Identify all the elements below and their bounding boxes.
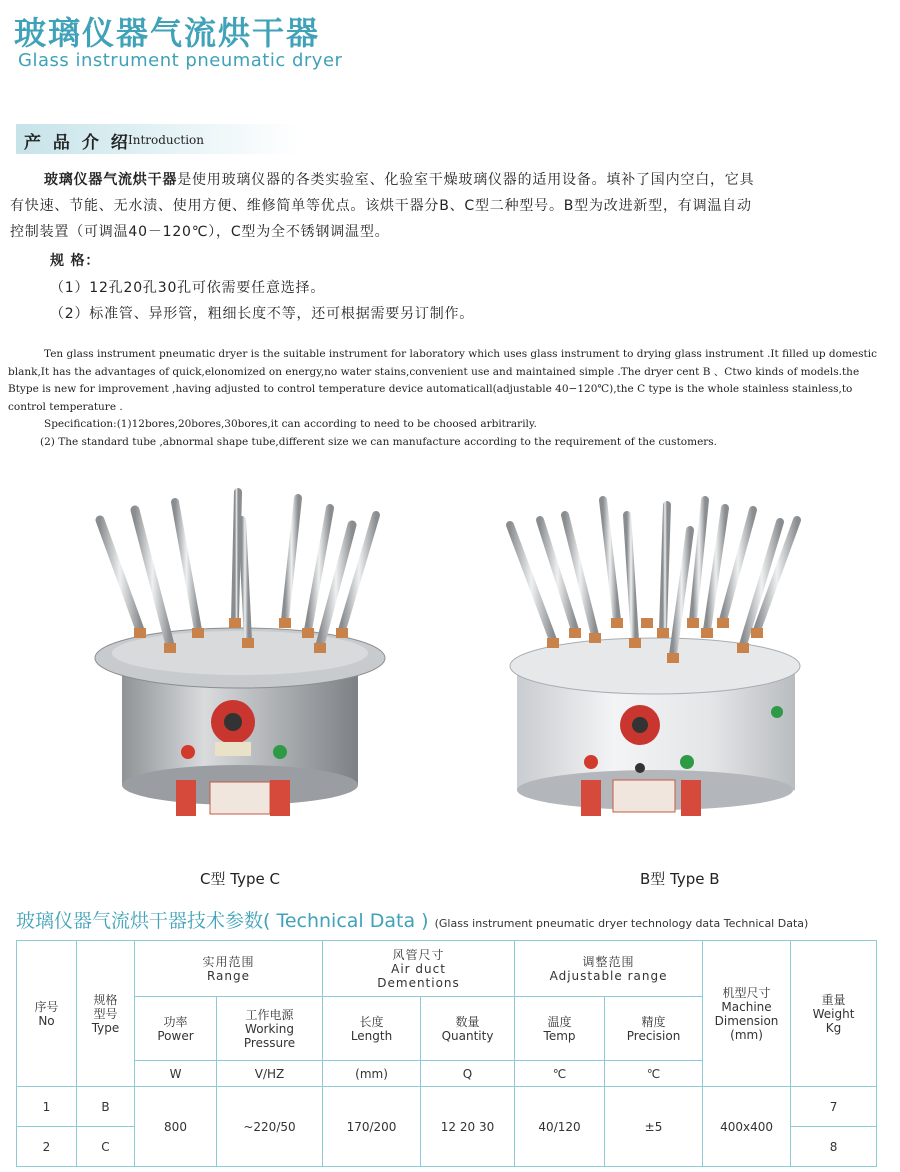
caption-type-b: B型 Type B [640,870,720,888]
unit-quantity: Q [421,1061,515,1087]
page-title: 玻璃仪器气流烘干器 [14,14,321,52]
header-dimension [703,941,791,1087]
row1-no: 1 [17,1087,77,1127]
intro-heading-cn: 产 品 介 绍 [24,133,131,153]
header-power [135,997,217,1061]
header-working-pressure [217,997,323,1061]
row1-type: B [77,1087,135,1127]
header-len-en: Length [350,1028,393,1043]
header-type-en: Type [91,1020,120,1035]
header-length [323,997,421,1061]
value-length: 170/200 [323,1087,421,1167]
header-wp-en2: Pressure [243,1035,296,1050]
header-range [135,941,323,997]
product-image-type-c [80,480,400,840]
header-qty-cn: 数量 [455,1014,480,1029]
header-dim-en2: Dimension [714,1013,779,1028]
tech-data-title-main: 玻璃仪器气流烘干器技术参数( Technical Data ) [16,910,429,932]
intro-lead-rest: 是使用玻璃仪器的各类实验室、化验室干燥玻璃仪器的适用设备。填补了国内空白，它具 [177,172,755,188]
english-paragraph-3: (2) The standard tube ,abnormal shape tube,different size we can manufacture according to the requirement of the customers. [40,435,718,448]
header-wt-cn: 重量 [821,992,846,1007]
intro-line-3: 控制装置（可调温40－120℃），C型为全不锈钢调温型。 [10,224,390,240]
header-adj-cn: 调整范围 [582,954,635,969]
header-air-duct [323,941,515,997]
header-wp-en1: Working [245,1021,294,1036]
header-type-cn2: 型号 [93,1006,118,1021]
header-quantity [421,997,515,1061]
row2-type: C [77,1127,135,1167]
header-type [77,941,135,1087]
header-precision [605,997,703,1061]
header-range-cn: 实用范围 [202,954,255,969]
value-quantity: 12 20 30 [421,1087,515,1167]
english-description [8,346,884,452]
spec-item-1: （1）12孔20孔30孔可依需要任意选择。 [50,280,326,296]
value-precision: ±5 [605,1087,703,1167]
header-dim-en3: (mm) [730,1027,763,1042]
value-dimension: 400x400 [703,1087,791,1167]
header-duct-en1: Air duct [391,961,446,976]
header-wp-cn: 工作电源 [245,1007,294,1022]
row2-no: 2 [17,1127,77,1167]
product-image-type-b [495,480,815,840]
value-working-pressure: ~220/50 [217,1087,323,1167]
header-prec-cn: 精度 [641,1014,666,1029]
intro-lead-bold: 玻璃仪器气流烘干器 [44,172,178,188]
page-subtitle: Glass instrument pneumatic dryer [18,50,343,71]
header-adjustable-range [515,941,703,997]
header-dim-cn: 机型尺寸 [722,985,771,1000]
tech-data-subtitle: (Glass instrument pneumatic dryer technology data Technical Data) [434,917,809,930]
header-prec-en: Precision [626,1028,681,1043]
header-type-cn1: 规格 [93,992,118,1007]
unit-working-pressure: V/HZ [217,1061,323,1087]
tech-data-table [16,940,877,1167]
header-power-en: Power [157,1028,194,1043]
row2-weight: 8 [791,1127,877,1167]
table-row [17,1087,877,1127]
header-temp-en: Temp [543,1028,576,1043]
header-no-cn: 序号 [34,999,59,1014]
header-adj-en: Adjustable range [549,968,668,983]
unit-temp: ℃ [515,1061,605,1087]
caption-type-c: C型 Type C [200,870,280,888]
value-temp: 40/120 [515,1087,605,1167]
header-duct-en2: Dementions [377,975,460,990]
header-dim-en1: Machine [721,999,772,1014]
header-len-cn: 长度 [359,1014,384,1029]
unit-precision: ℃ [605,1061,703,1087]
header-wt-en2: Kg [825,1020,842,1035]
tech-data-title [16,906,808,933]
header-power-cn: 功率 [163,1014,188,1029]
value-power: 800 [135,1087,217,1167]
header-temp [515,997,605,1061]
intro-line-1 [44,168,884,193]
unit-length: (mm) [323,1061,421,1087]
table-header-row-1 [17,941,877,997]
spec-item-2: （2）标准管、异形管，粗细长度不等，还可根据需要另订制作。 [50,306,475,322]
row1-weight: 7 [791,1087,877,1127]
unit-power: W [135,1061,217,1087]
header-qty-en: Quantity [441,1028,494,1043]
header-range-en: Range [206,968,251,983]
intro-line-2: 有快速、节能、无水渍、使用方便、维修简单等优点。该烘干器分B、C型二种型号。B型为改进新型，有调温自动 [10,198,752,214]
header-weight [791,941,877,1087]
english-paragraph-2: Specification:(1)12bores,20bores,30bores,it can according to need to be choosed arbitrarily. [44,418,537,431]
spec-label: 规 格： [50,253,101,269]
intro-heading-en: Introduction [128,133,204,147]
header-duct-cn: 风管尺寸 [392,947,445,962]
header-wt-en1: Weight [812,1006,855,1021]
header-temp-cn: 温度 [547,1014,572,1029]
header-no [17,941,77,1087]
english-paragraph-1: Ten glass instrument pneumatic dryer is the suitable instrument for laboratory which uses glass instrument to drying glass instrument .It filled up domestic blank,It has the advantages of quick,elonomized on energy,no water stains,convenient use and maintained simple .The dryer cent B 、Ctwo kinds of models.the Btype is new for improvement ,having adjusted to control temperature device automaticall(adjustable 40−120℃),the C type is the whole stainless stainless,to control temperature . [8,348,877,413]
intro-heading [16,124,301,154]
header-no-en: No [38,1013,55,1028]
